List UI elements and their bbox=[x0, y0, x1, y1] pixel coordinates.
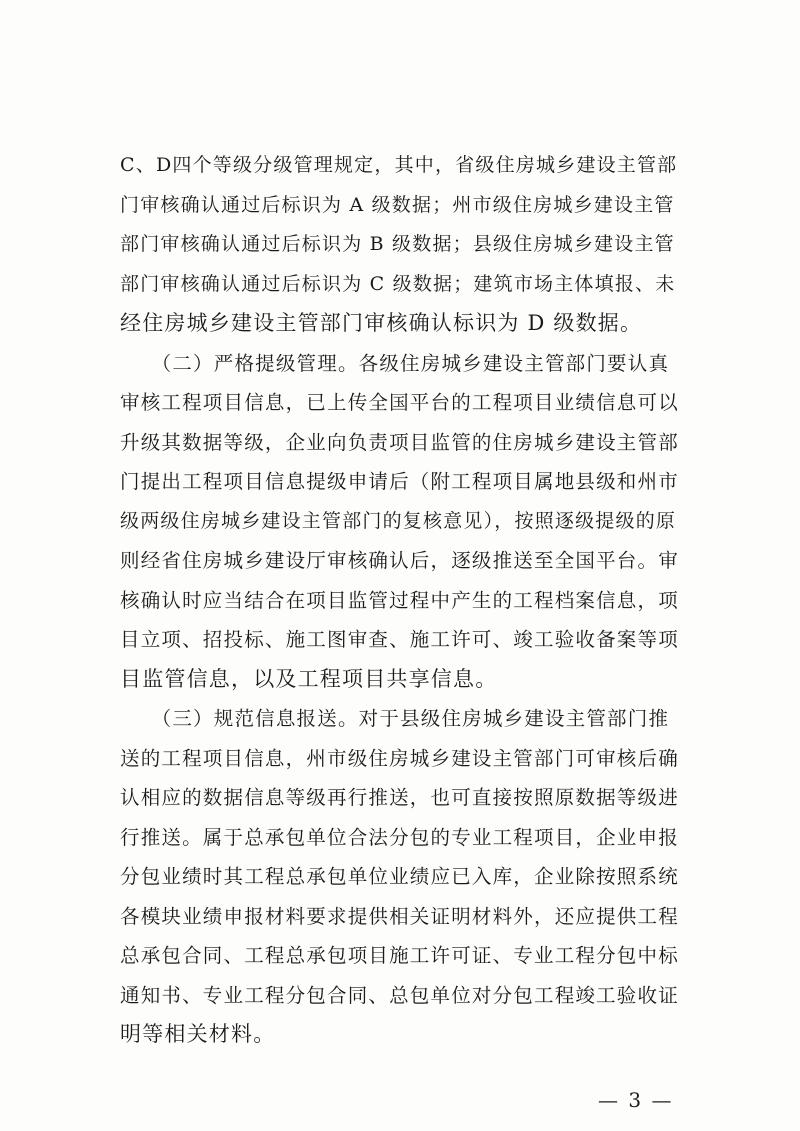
text-line: 目立项、招投标、施工图审查、施工许可、竣工验收备案等项 bbox=[120, 628, 679, 651]
text-line: 经住房城乡建设主管部门审核确认标识为 D 级数据。 bbox=[120, 311, 643, 335]
text-line: 部门审核确认通过后标识为 C 级数据；建筑市场主体填报、未 bbox=[120, 272, 676, 295]
text-line: 门审核确认通过后标识为 A 级数据；州市级住房城乡建设主管 bbox=[120, 193, 675, 216]
text-line: 升级其数据等级，企业向负责项目监管的住房城乡建设主管部 bbox=[120, 430, 679, 454]
text-line: 认相应的数据信息等级再行推送，也可直接按照原数据等级进 bbox=[120, 786, 679, 809]
text-line: 部门审核确认通过后标识为 B 级数据；县级住房城乡建设主管 bbox=[120, 233, 675, 255]
text-line: 行推送。属于总承包单位合法分包的专业工程项目，企业申报 bbox=[120, 825, 679, 849]
text-line: 则经省住房城乡建设厅审核确认后，逐级推送至全国平台。审 bbox=[120, 549, 679, 572]
text-line: C、D四个等级分级管理规定，其中，省级住房城乡建设主管部 bbox=[120, 154, 678, 176]
page-number: — 3 — bbox=[598, 1088, 674, 1112]
paragraph-information-submission bbox=[120, 699, 680, 1055]
text-line: 审核工程项目信息，已上传全国平台的工程项目业绩信息可以 bbox=[120, 391, 679, 414]
text-line: 各模块业绩申报材料要求提供相关证明材料外，还应提供工程 bbox=[120, 904, 679, 928]
paragraph-upgrade-management bbox=[120, 344, 680, 700]
text-line: 明等相关材料。 bbox=[120, 1022, 276, 1046]
text-line: 分包业绩时其工程总承包单位业绩应已入库，企业除按照系统 bbox=[120, 865, 679, 888]
text-line: 通知书、专业工程分包合同、总包单位对分包工程竣工验收证 bbox=[120, 983, 679, 1007]
text-line: （二）严格提级管理。各级住房城乡建设主管部门要认真 bbox=[120, 351, 670, 375]
document-body bbox=[120, 146, 680, 1055]
text-line: 级两级住房城乡建设主管部门的复核意见），按照逐级提级的原 bbox=[120, 509, 677, 532]
paragraph-grading-rules bbox=[120, 146, 680, 344]
text-line: 门提出工程项目信息提级申请后（附工程项目属地县级和州市 bbox=[120, 470, 679, 493]
text-line: 核确认时应当结合在项目监管过程中产生的工程档案信息，项 bbox=[120, 588, 679, 612]
text-line: 目监管信息，以及工程项目共享信息。 bbox=[120, 666, 498, 691]
text-line: 送的工程项目信息，州市级住房城乡建设主管部门可审核后确 bbox=[120, 746, 679, 770]
text-line: （三）规范信息报送。对于县级住房城乡建设主管部门推 bbox=[120, 707, 670, 730]
text-line: 总承包合同、工程总承包项目施工许可证、专业工程分包中标 bbox=[120, 944, 679, 967]
